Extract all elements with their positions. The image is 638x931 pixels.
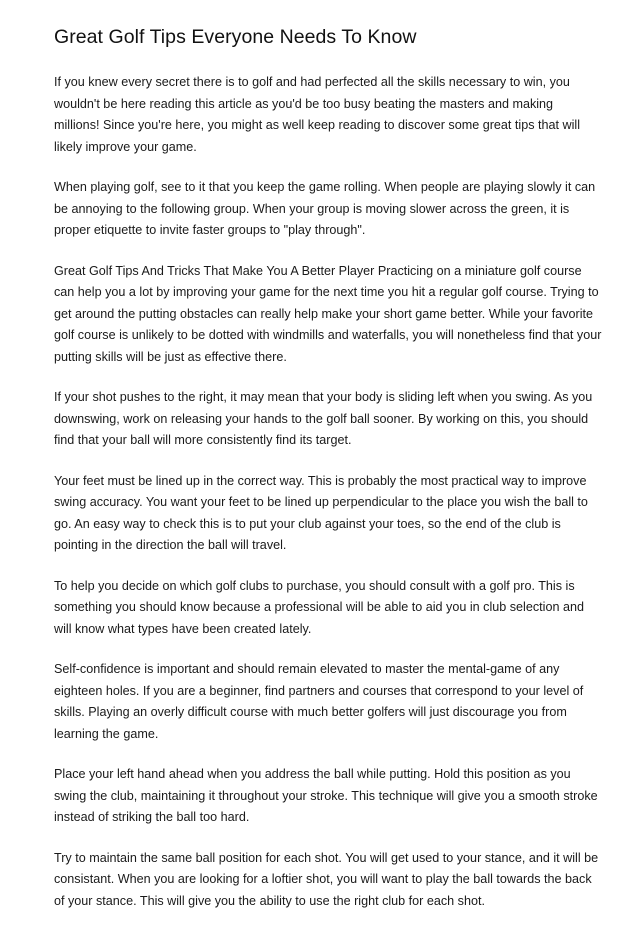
paragraph: Place your left hand ahead when you address the ball while putting. Hold this position as you swing the club, maintaining it throughout your stroke. This technique will give you a smooth stroke instead of striking the ball too hard. [54, 767, 598, 824]
paragraph: To help you decide on which golf clubs to purchase, you should consult with a golf pro. This is something you should know because a professional will be able to aid you in club selection and will know what types have been created lately. [54, 578, 584, 636]
paragraph: Your feet must be lined up in the correct way. This is probably the most practical way to improve swing accuracy. You want your feet to be lined up perpendicular to the place you wish the ball to go. An easy way to check this is to put your club against your toes, so the end of the club is pointing in the direction the ball will travel. [54, 473, 588, 552]
paragraph: Self-confidence is important and should remain elevated to master the mental-game of any eighteen holes. If you are a beginner, find partners and courses that correspond to your level of skills. Playing an overly difficult course with much better golfers will just discourage you from learning the game. [54, 662, 584, 741]
paragraph: When playing golf, see to it that you keep the game rolling. When people are playing slowly it can be annoying to the following group. When your group is moving slower across the green, it is proper etiquette to invite faster groups to "play through". [54, 180, 596, 237]
paragraph: If you knew every secret there is to golf and had perfected all the skills necessary to win, you wouldn't be here reading this article as you'd be too busy beating the masters and making millions! Since you're here, you might as well keep reading to discover some great tips that will likely improve your game. [54, 75, 580, 154]
paragraph: If your shot pushes to the right, it may mean that your body is sliding left when you swing. As you downswing, work on releasing your hands to the golf ball sooner. By working on this, you should find that your ball will more consistently find its target. [54, 390, 593, 447]
paragraph: Try to maintain the same ball position for each shot. You will get used to your stance, and it will be consistant. When you are looking for a loftier shot, you will want to play the ball towards the back of your stance. This will give you the ability to use the right club for each shot. [54, 850, 599, 908]
paragraph: Great Golf Tips And Tricks That Make You A Better Player Practicing on a miniature golf course can help you a lot by improving your game for the next time you hit a regular golf course. Trying to get around the putting obstacles can really help make your short game better. While your favorite golf course is unlikely to be dotted with windmills and waterfalls, you will nonetheless find that your putting skills will be just as effective there. [54, 263, 602, 364]
document-page [54, 24, 602, 931]
page-title: Great Golf Tips Everyone Needs To Know [54, 26, 417, 48]
